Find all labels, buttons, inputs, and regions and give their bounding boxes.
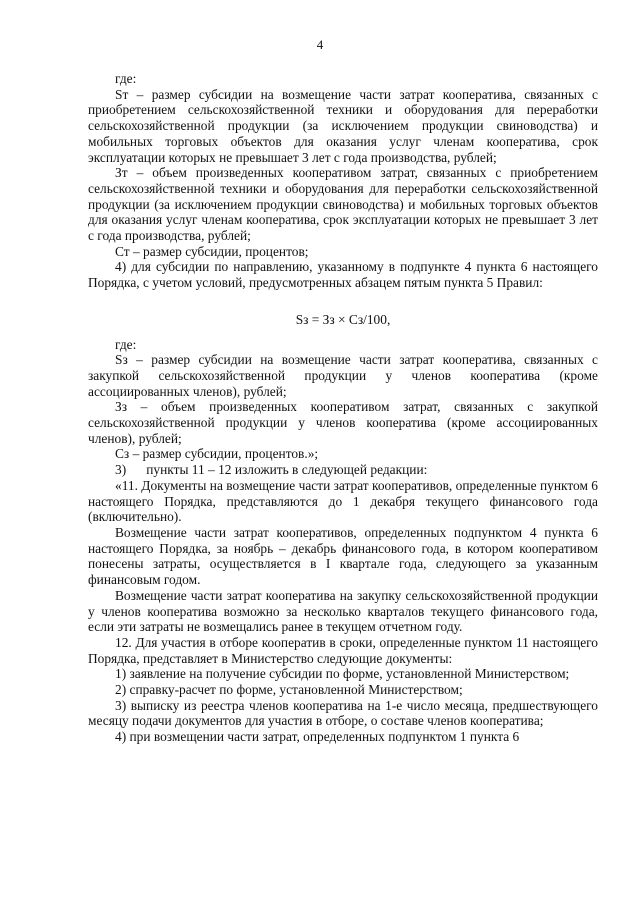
- paragraph: 3) пункты 11 – 12 изложить в следующей редакции:: [115, 462, 428, 478]
- page-number: 4: [316, 37, 324, 52]
- paragraph: 2) справку-расчет по форме, установленной Министерством;: [115, 682, 463, 698]
- paragraph: Sз – размер субсидии на возмещение части затрат кооператива, связанных с закупкой сельскохозяйственной продукции у членов кооператива (кроме ассоциированных членов), рублей;: [88, 352, 598, 399]
- document-body: [88, 71, 598, 745]
- paragraph: Sт – размер субсидии на возмещение части затрат кооператива, связанных с приобретением сельскохозяйственной техники и оборудования для переработки сельскохозяйственной продукции (за исключением продукции свиноводства) и мобильных торговых объектов для оказания услуг членам кооператива, срок эксплуатации которых не превышает 3 лет с года производства, рублей;: [88, 86, 598, 165]
- paragraph: Ст – размер субсидии, процентов;: [115, 243, 309, 259]
- paragraph: 4) при возмещении части затрат, определенных подпунктом 1 пункта 6: [115, 729, 520, 745]
- paragraph: Сз – размер субсидии, процентов.»;: [115, 446, 319, 462]
- paragraph: где:: [115, 336, 137, 352]
- paragraph: Возмещение части затрат кооперативов, определенных подпунктом 4 пункта 6 настоящего Порядка, за ноябрь – декабрь финансового года, в котором кооперативом понесены затраты, осуществляется в I квартале года, следующего за указанным финансовым годом.: [88, 524, 598, 588]
- paragraph: Возмещение части затрат кооператива на закупку сельскохозяйственной продукции у членов кооператива возможно за несколько кварталов текущего финансового года, если эти затраты не возмещались ранее в текущем отчетном году.: [88, 587, 598, 635]
- paragraph: 1) заявление на получение субсидии по форме, установленной Министерством;: [115, 666, 570, 682]
- paragraph: 3) выписку из реестра членов кооператива на 1-е число месяца, предшествующего месяцу подачи документов для участия в отборе, о составе членов кооператива;: [88, 697, 598, 729]
- paragraph: 4) для субсидии по направлению, указанному в подпункте 4 пункта 6 настоящего Порядка, с учетом условий, предусмотренных абзацем пятым пункта 5 Правил:: [88, 259, 598, 291]
- paragraph: Зт – объем произведенных кооперативом затрат, связанных с приобретением сельскохозяйственной техники и оборудования для переработки сельскохозяйственной продукции (за исключением продукции свиноводства) и мобильных торговых объектов для оказания услуг членам кооператива, срок эксплуатации которых не превышает 3 лет с года производства, рублей;: [88, 165, 598, 244]
- paragraph: где:: [115, 71, 137, 86]
- formula: Sз = Зз × Сз/100,: [295, 311, 391, 327]
- paragraph: 12. Для участия в отборе кооператив в сроки, определенные пунктом 11 настоящего Порядка, представляет в Министерство следующие документы:: [88, 634, 598, 666]
- paragraph: Зз – объем произведенных кооперативом затрат, связанных с закупкой сельскохозяйственной продукции у членов кооператива (кроме ассоциированных членов), рублей;: [88, 399, 598, 446]
- paragraph: «11. Документы на возмещение части затрат кооперативов, определенные пунктом 6 настоящего Порядка, представляются до 1 декабря текущего финансового года (включительно).: [88, 477, 598, 525]
